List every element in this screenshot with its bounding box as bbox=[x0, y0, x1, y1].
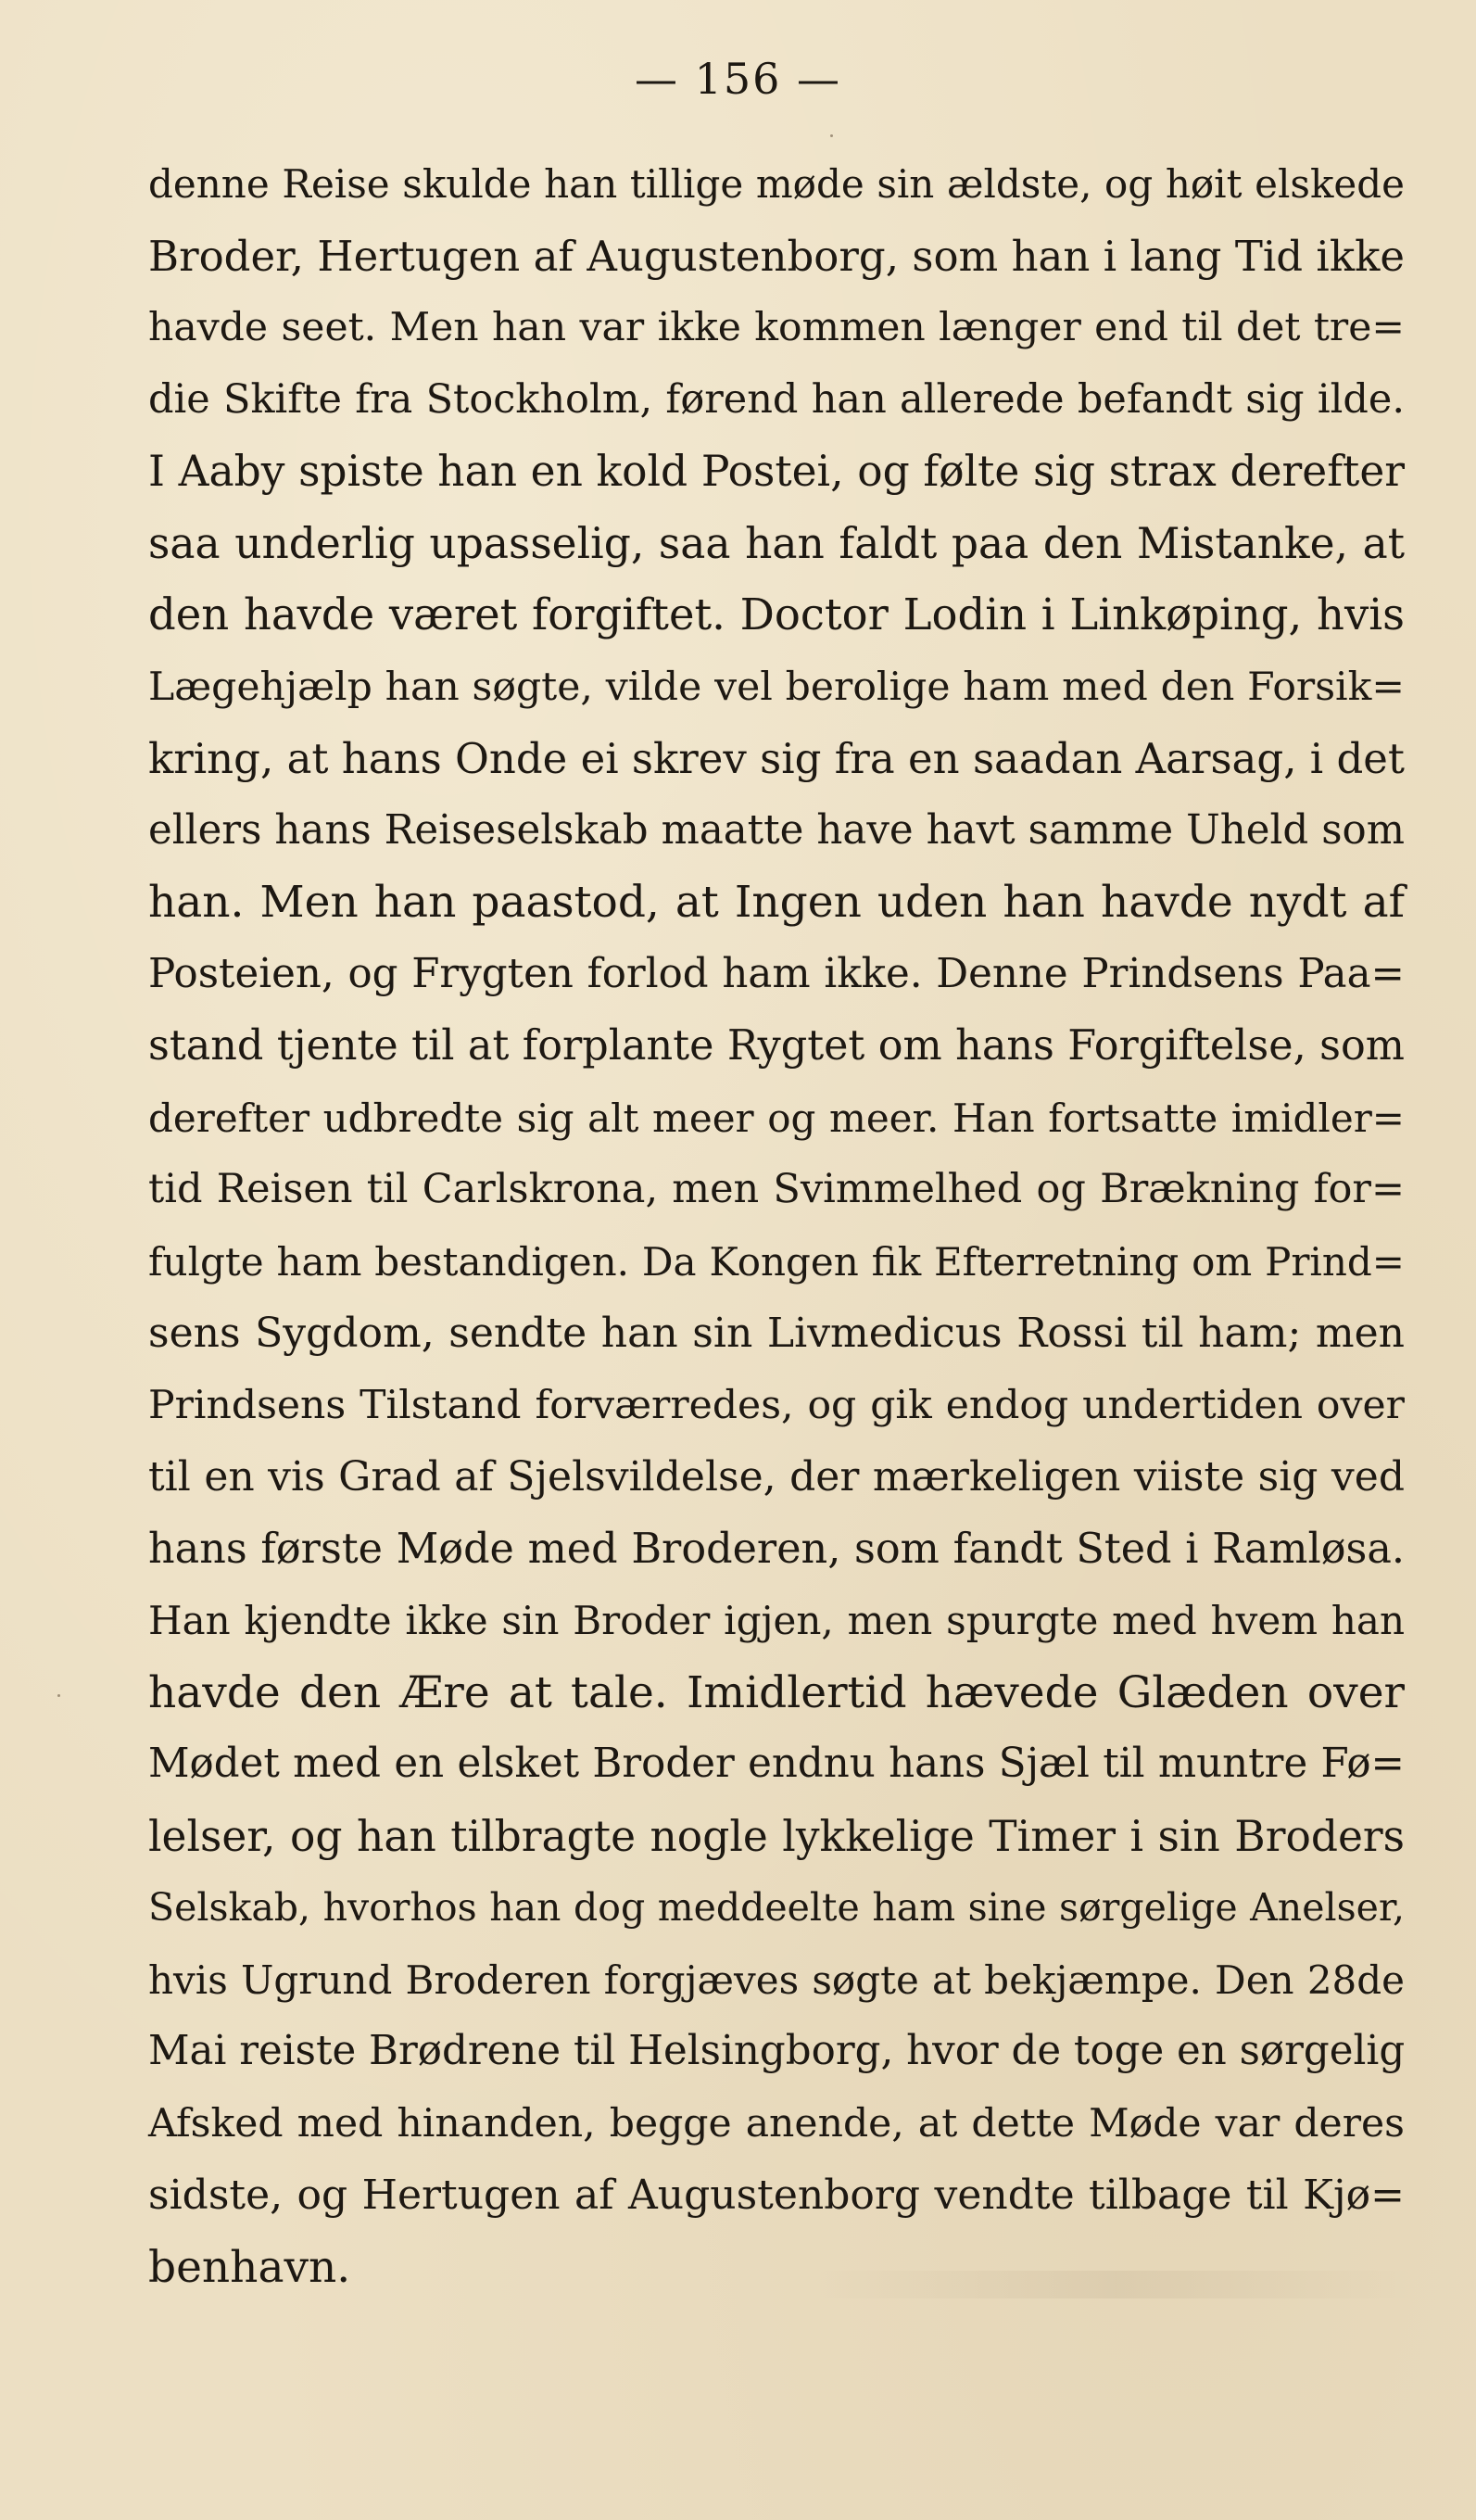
body-text bbox=[148, 148, 1405, 2303]
text-line: denne Reise skulde han tillige møde sin ældste, og høit elskede bbox=[148, 161, 1405, 207]
paper-speck bbox=[57, 1694, 60, 1697]
text-line: havde den Ære at tale. Imidlertid hævede Glæden over bbox=[148, 1666, 1405, 1718]
text-line: lelser, og han tilbragte nogle lykkelige Timer i sin Broders bbox=[148, 1811, 1405, 1861]
text-line: tid Reisen til Carlskrona, men Svimmelhed og Brækning for= bbox=[148, 1166, 1405, 1212]
text-line: Lægehjælp han søgte, vilde vel berolige ham med den Forsik= bbox=[148, 664, 1405, 710]
text-line: Prindsens Tilstand forværredes, og gik endog undertiden over bbox=[148, 1382, 1405, 1428]
page-number: — 156 — bbox=[634, 54, 842, 104]
text-line: ellers hans Reiseselskab maatte have havt samme Uheld som bbox=[148, 806, 1405, 854]
text-line: Mødet med en elsket Broder endnu hans Sjæl til muntre Fø= bbox=[148, 1741, 1405, 1787]
text-line: I Aaby spiste han en kold Postei, og følte sig strax derefter bbox=[148, 447, 1405, 496]
text-line: Broder, Hertugen af Augustenborg, som han i lang Tid ikke bbox=[148, 231, 1405, 281]
text-line: fulgte ham bestandigen. Da Kongen fik Efterretning om Prind= bbox=[148, 1238, 1405, 1285]
text-line: die Skifte fra Stockholm, førend han allerede befandt sig ilde. bbox=[148, 375, 1405, 423]
text-line: hans første Møde med Broderen, som fandt Sted i Ramløsa. bbox=[148, 1525, 1405, 1573]
text-line: til en vis Grad af Sjelsvildelse, der mærkeligen viiste sig ved bbox=[148, 1453, 1405, 1501]
text-line: saa underlig upasselig, saa han faldt paa den Mistanke, at bbox=[148, 518, 1405, 568]
text-line: havde seet. Men han var ikke kommen længer end til det tre= bbox=[148, 305, 1405, 350]
text-line: han. Men han paastod, at Ingen uden han havde nydt af bbox=[148, 877, 1405, 928]
text-line: sens Sygdom, sendte han sin Livmedicus Rossi til ham; men bbox=[148, 1310, 1405, 1357]
text-line: Han kjendte ikke sin Broder igjen, men spurgte med hvem han bbox=[148, 1598, 1405, 1643]
text-line: Mai reiste Brødrene til Helsingborg, hvor de toge en sørgelig bbox=[148, 2028, 1406, 2074]
text-line: Selskab, hvorhos han dog meddeelte ham sine sørgelige Anelser, bbox=[148, 1885, 1405, 1930]
text-line: den havde været forgiftet. Doctor Lodin i Linkøping, hvis bbox=[148, 589, 1405, 639]
text-line: kring, at hans Onde ei skrev sig fra en saadan Aarsag, i det bbox=[148, 734, 1406, 783]
text-line: Afsked med hinanden, begge anende, at dette Møde var deres bbox=[148, 2100, 1405, 2146]
paper-speck bbox=[830, 134, 833, 137]
text-line: hvis Ugrund Broderen forgjæves søgte at bekjæmpe. Den 28de bbox=[148, 1956, 1405, 2003]
text-line: benhavn. bbox=[148, 2241, 351, 2293]
text-line: sidste, og Hertugen af Augustenborg vendte tilbage til Kjø= bbox=[148, 2172, 1405, 2219]
text-line: Posteien, og Frygten forlod ham ikke. Denne Prindsens Paa= bbox=[148, 950, 1405, 997]
text-line: derefter udbredte sig alt meer og meer. Han fortsatte imidler= bbox=[148, 1095, 1405, 1141]
text-line: stand tjente til at forplante Rygtet om hans Forgiftelse, som bbox=[148, 1022, 1405, 1070]
